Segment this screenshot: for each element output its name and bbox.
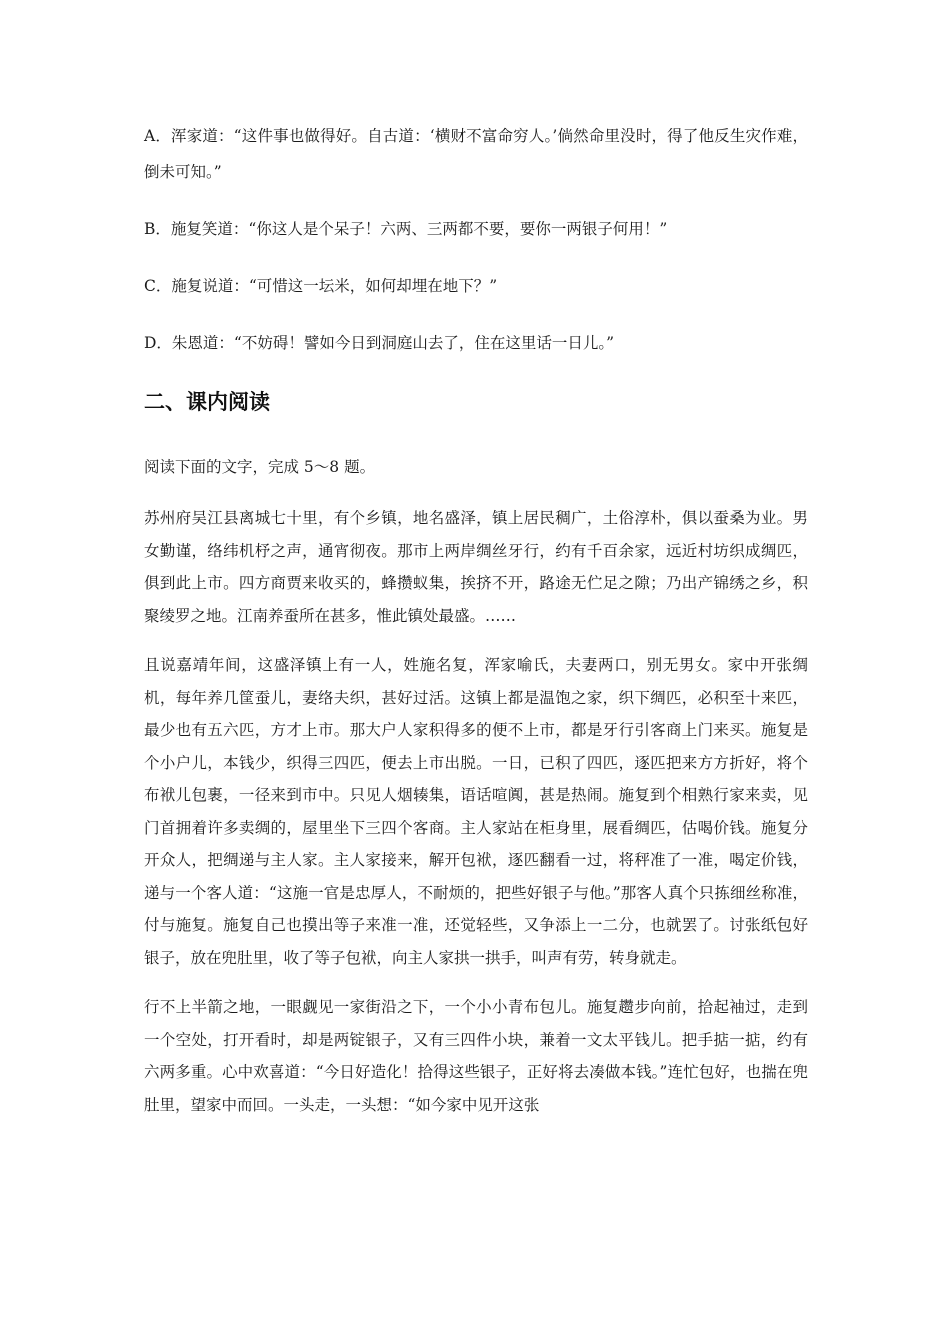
choice-option-a: A．浑家道：“这件事也做得好。自古道：‘横财不富命穷人。’倘然命里没时，得了他反生灾作难，倒未可知。” — [144, 127, 808, 181]
choice-option-d: D．朱恩道：“不妨碍！譬如今日到洞庭山去了，住在这里话一日儿。” — [144, 334, 615, 352]
choice-option-b: B．施复笑道：“你这人是个呆子！六两、三两都不要，要你一两银子何用！” — [144, 220, 668, 238]
passage-paragraph-2: 且说嘉靖年间，这盛泽镇上有一人，姓施名复，浑家喻氏，夫妻两口，别无男女。家中开张绸机，每年养几筐蚕儿，妻络夫织，甚好过活。这镇上都是温饱之家，织下绸匹，必积至十来匹，最少也有五六匹，方才上市。那大户人家积得多的便不上市，都是牙行引客商上门来买。施复是个小户儿，本钱少，织得三四匹，便去上市出脱。一日，已积了四匹，逐匹把来方方折好，将个布袱儿包裹，一径来到市中。只见人烟辏集，语话喧阗，甚是热闹。施复到个相熟行家来卖，见门首拥着许多卖绸的，屋里坐下三四个客商。主人家站在柜身里，展看绸匹，估喝价钱。施复分开众人，把绸递与主人家。主人家接来，解开包袱，逐匹翻看一过，将秤准了一准，喝定价钱，递与一个客人道：“这施一官是忠厚人，不耐烦的，把些好银子与他。”那客人真个只拣细丝称准，付与施复。施复自己也摸出等子来准一准，还觉轻些，又争添上一二分，也就罢了。讨张纸包好银子，放在兜肚里，收了等子包袱，向主人家拱一拱手，叫声有劳，转身就走。 — [144, 656, 808, 967]
choice-option-c: C．施复说道：“可惜这一坛米，如何却埋在地下？” — [144, 277, 498, 295]
passage-paragraph-3: 行不上半箭之地，一眼觑见一家街沿之下，一个小小青布包儿。施复趱步向前，拾起袖过，走到一个空处，打开看时，却是两锭银子，又有三四件小块，兼着一文太平钱儿。把手掂一掂，约有六两多重。心中欢喜道：“今日好造化！拾得这些银子，正好将去凑做本钱。”连忙包好，也揣在兜肚里，望家中而回。一头走，一头想：“如今家中见开这张 — [144, 998, 808, 1114]
passage-paragraph-1: 苏州府吴江县离城七十里，有个乡镇，地名盛泽，镇上居民稠广，土俗淳朴，俱以蚕桑为业。男女勤谨，络纬机杼之声，通宵彻夜。那市上两岸绸丝牙行，约有千百余家，远近村坊织成绸匹，俱到此上市。四方商贾来收买的，蜂攒蚁集，挨挤不开，路途无伫足之隙；乃出产锦绣之乡，积聚绫罗之地。江南养蚕所在甚多，惟此镇处最盛。…… — [144, 509, 808, 625]
section-heading: 二、课内阅读 — [144, 390, 270, 414]
document-page — [144, 118, 808, 1138]
reading-instruction: 阅读下面的文字，完成 5～8 题。 — [144, 458, 376, 476]
